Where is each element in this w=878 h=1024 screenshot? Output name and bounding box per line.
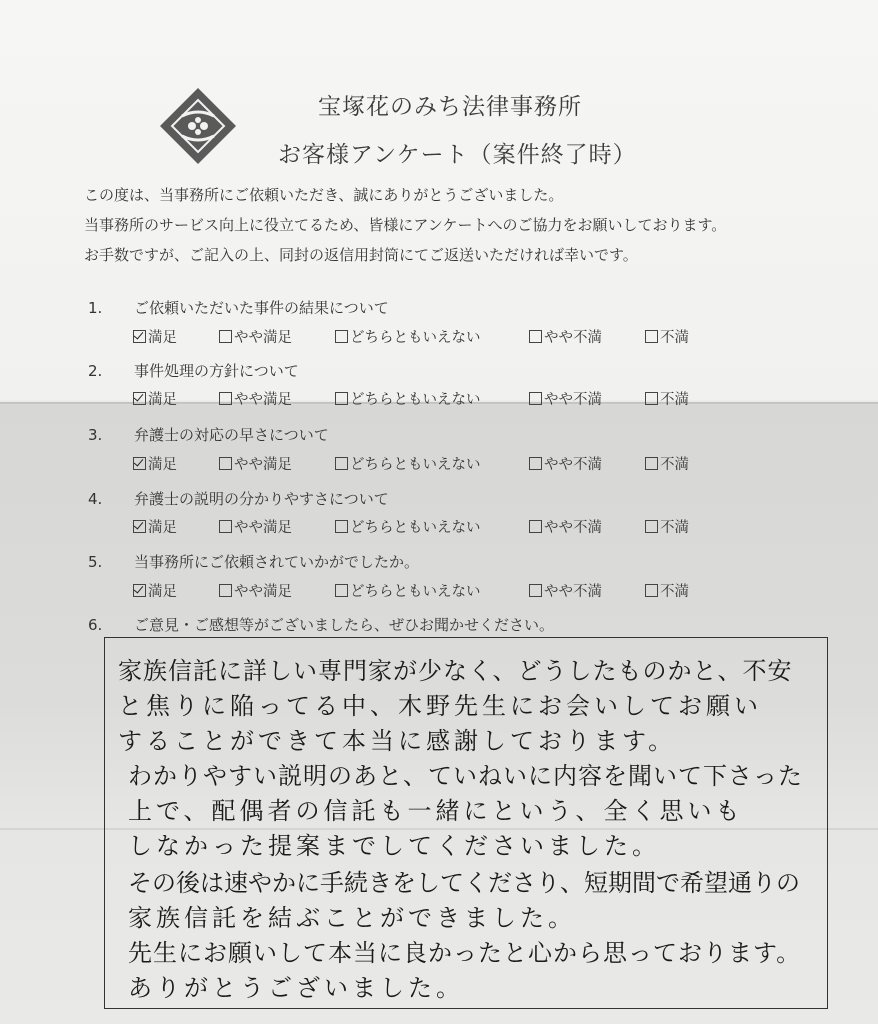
option-somewhat-dissatisfied[interactable]: やや不満 [529, 326, 602, 347]
handwritten-comment-line: 先生にお願いして本当に良かったと心から思っております。 [128, 939, 802, 967]
option-somewhat-dissatisfied[interactable]: やや不満 [529, 453, 602, 474]
option-dissatisfied[interactable]: 不満 [645, 388, 689, 409]
checkbox[interactable] [219, 392, 232, 405]
checkbox[interactable] [645, 457, 658, 470]
option-dissatisfied[interactable]: 不満 [645, 516, 689, 537]
option-somewhat-satisfied[interactable]: やや満足 [219, 580, 292, 601]
checkbox[interactable] [335, 330, 348, 343]
question-number: 5. [88, 553, 103, 571]
option-satisfied[interactable]: 満足 [133, 388, 177, 409]
office-name: 宝塚花のみち法律事務所 [318, 94, 582, 120]
option-satisfied[interactable]: 満足 [133, 516, 177, 537]
question-4 [88, 488, 389, 509]
option-neutral[interactable]: どちらともいえない [335, 326, 481, 347]
checkbox[interactable] [219, 457, 232, 470]
checkbox[interactable] [335, 520, 348, 533]
question-text: 事件処理の方針について [134, 362, 299, 380]
intro-line: 当事務所のサービス向上に役立てるため、皆様にアンケートへのご協力をお願いしております。 [84, 216, 727, 234]
checkbox[interactable] [219, 520, 232, 533]
handwritten-comment-line: と焦りに陥ってる中、木野先生にお会いしてお願い [118, 692, 762, 720]
question-6 [88, 614, 554, 635]
checkbox[interactable] [645, 392, 658, 405]
checkbox[interactable] [529, 584, 542, 597]
question-3 [88, 424, 329, 445]
option-neutral[interactable]: どちらともいえない [335, 388, 481, 409]
checkbox[interactable] [335, 457, 348, 470]
checkbox[interactable] [645, 584, 658, 597]
option-somewhat-dissatisfied[interactable]: やや不満 [529, 516, 602, 537]
office-logo-icon [158, 86, 238, 166]
intro-line: この度は、当事務所にご依頼いただき、誠にありがとうございました。 [84, 186, 564, 204]
handwritten-comment-line: 家族信託に詳しい専門家が少なく、どうしたものかと、不安 [118, 657, 793, 685]
option-neutral[interactable]: どちらともいえない [335, 453, 481, 474]
checkbox-checked[interactable] [133, 330, 146, 343]
question-text: ご意見・ご感想等がございましたら、ぜひお聞かせください。 [134, 616, 555, 634]
checkbox-checked[interactable] [133, 584, 146, 597]
question-number: 6. [88, 616, 103, 634]
question-number: 1. [88, 299, 103, 317]
checkbox-checked[interactable] [133, 457, 146, 470]
option-neutral[interactable]: どちらともいえない [335, 516, 481, 537]
checkbox[interactable] [335, 392, 348, 405]
question-number: 3. [88, 426, 103, 444]
option-satisfied[interactable]: 満足 [133, 326, 177, 347]
option-somewhat-satisfied[interactable]: やや満足 [219, 326, 292, 347]
option-somewhat-dissatisfied[interactable]: やや不満 [529, 388, 602, 409]
handwritten-comment-line: することができて本当に感謝しております。 [118, 727, 677, 755]
handwritten-comment-line: わかりやすい説明のあと、ていねいに内容を聞いて下さった [128, 762, 803, 790]
checkbox-checked[interactable] [133, 392, 146, 405]
intro-line: お手数ですが、ご記入の上、同封の返信用封筒にてご返送いただければ幸いです。 [84, 246, 638, 264]
question-text: ご依頼いただいた事件の結果について [134, 299, 389, 317]
handwritten-comment-line: その後は速やかに手続きをしてくださり、短期間で希望通りの [128, 869, 800, 897]
handwritten-comment-line: しなかった提案までしてくださいました。 [128, 832, 660, 860]
question-text: 弁護士の説明の分かりやすさについて [134, 490, 389, 508]
option-neutral[interactable]: どちらともいえない [335, 580, 481, 601]
question-text: 当事務所にご依頼されていかがでしたか。 [134, 553, 420, 571]
question-text: 弁護士の対応の早さについて [134, 426, 329, 444]
checkbox[interactable] [645, 520, 658, 533]
option-somewhat-satisfied[interactable]: やや満足 [219, 453, 292, 474]
option-somewhat-satisfied[interactable]: やや満足 [219, 516, 292, 537]
checkbox[interactable] [529, 457, 542, 470]
handwritten-comment-line: 家族信託を結ぶことができました。 [128, 904, 576, 932]
question-2 [88, 360, 299, 381]
option-satisfied[interactable]: 満足 [133, 580, 177, 601]
checkbox-checked[interactable] [133, 520, 146, 533]
checkbox[interactable] [219, 330, 232, 343]
checkbox[interactable] [645, 330, 658, 343]
option-dissatisfied[interactable]: 不満 [645, 326, 689, 347]
option-satisfied[interactable]: 満足 [133, 453, 177, 474]
form-title: お客様アンケート（案件終了時） [278, 142, 637, 168]
option-somewhat-dissatisfied[interactable]: やや不満 [529, 580, 602, 601]
question-1 [88, 297, 389, 318]
handwritten-comment-line: ありがとうございました。 [128, 974, 464, 1002]
option-dissatisfied[interactable]: 不満 [645, 580, 689, 601]
question-number: 4. [88, 490, 103, 508]
checkbox[interactable] [529, 392, 542, 405]
checkbox[interactable] [219, 584, 232, 597]
checkbox[interactable] [529, 520, 542, 533]
handwritten-comment-line: 上で、配偶者の信託も一緒にという、全く思いも [128, 797, 744, 825]
option-somewhat-satisfied[interactable]: やや満足 [219, 388, 292, 409]
question-5 [88, 551, 419, 572]
checkbox[interactable] [335, 584, 348, 597]
checkbox[interactable] [529, 330, 542, 343]
question-number: 2. [88, 362, 103, 380]
option-dissatisfied[interactable]: 不満 [645, 453, 689, 474]
